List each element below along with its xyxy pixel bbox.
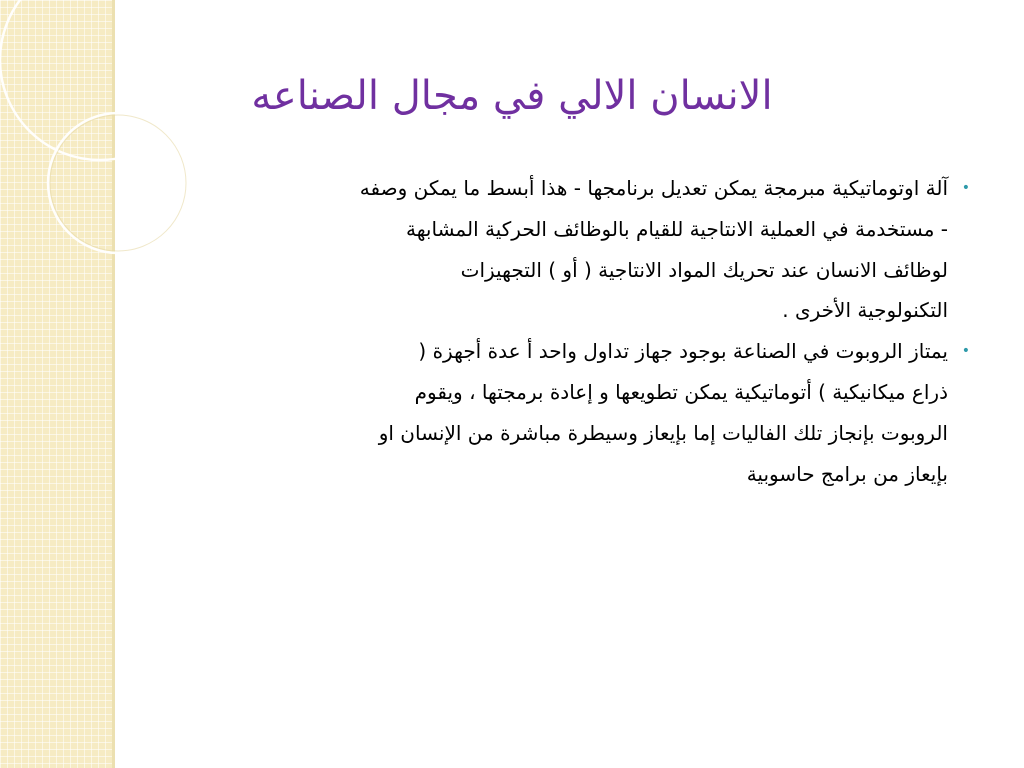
text-line: التكنولوجية الأخرى . — [782, 298, 948, 323]
text-line: لوظائف الانسان عند تحريك المواد الانتاجية ( أو ) التجهيزات — [460, 257, 948, 282]
slide-title: الانسان الالي في مجال الصناعه — [251, 73, 773, 119]
text-line: ذراع ميكانيكية ) أتوماتيكية يمكن تطويعها و إعادة برمجتها ، ويقوم — [414, 379, 948, 404]
decorative-circle-small — [48, 113, 188, 253]
bullet-item — [170, 331, 970, 494]
bullet-icon: • — [961, 180, 970, 196]
bullet-list — [170, 168, 970, 494]
text-line: آلة اوتوماتيكية مبرمجة يمكن تعديل برنامجها - هذا أبسط ما يمكن وصفه — [359, 176, 948, 200]
text-line: بإيعاز من برامج حاسوبية — [746, 461, 948, 486]
text-line: - مستخدمة في العملية الانتاجية للقيام بالوظائف الحركية المشابهة — [405, 216, 948, 241]
text-line: يمتاز الروبوت في الصناعة بوجود جهاز تداول واحد أ عدة أجهزة ( — [418, 339, 948, 364]
bullet-icon: • — [961, 343, 970, 360]
text-line: الروبوت بإنجاز تلك الفاليات إما بإيعاز وسيطرة مباشرة من الإنسان او — [378, 420, 948, 445]
bullet-item — [170, 168, 970, 331]
